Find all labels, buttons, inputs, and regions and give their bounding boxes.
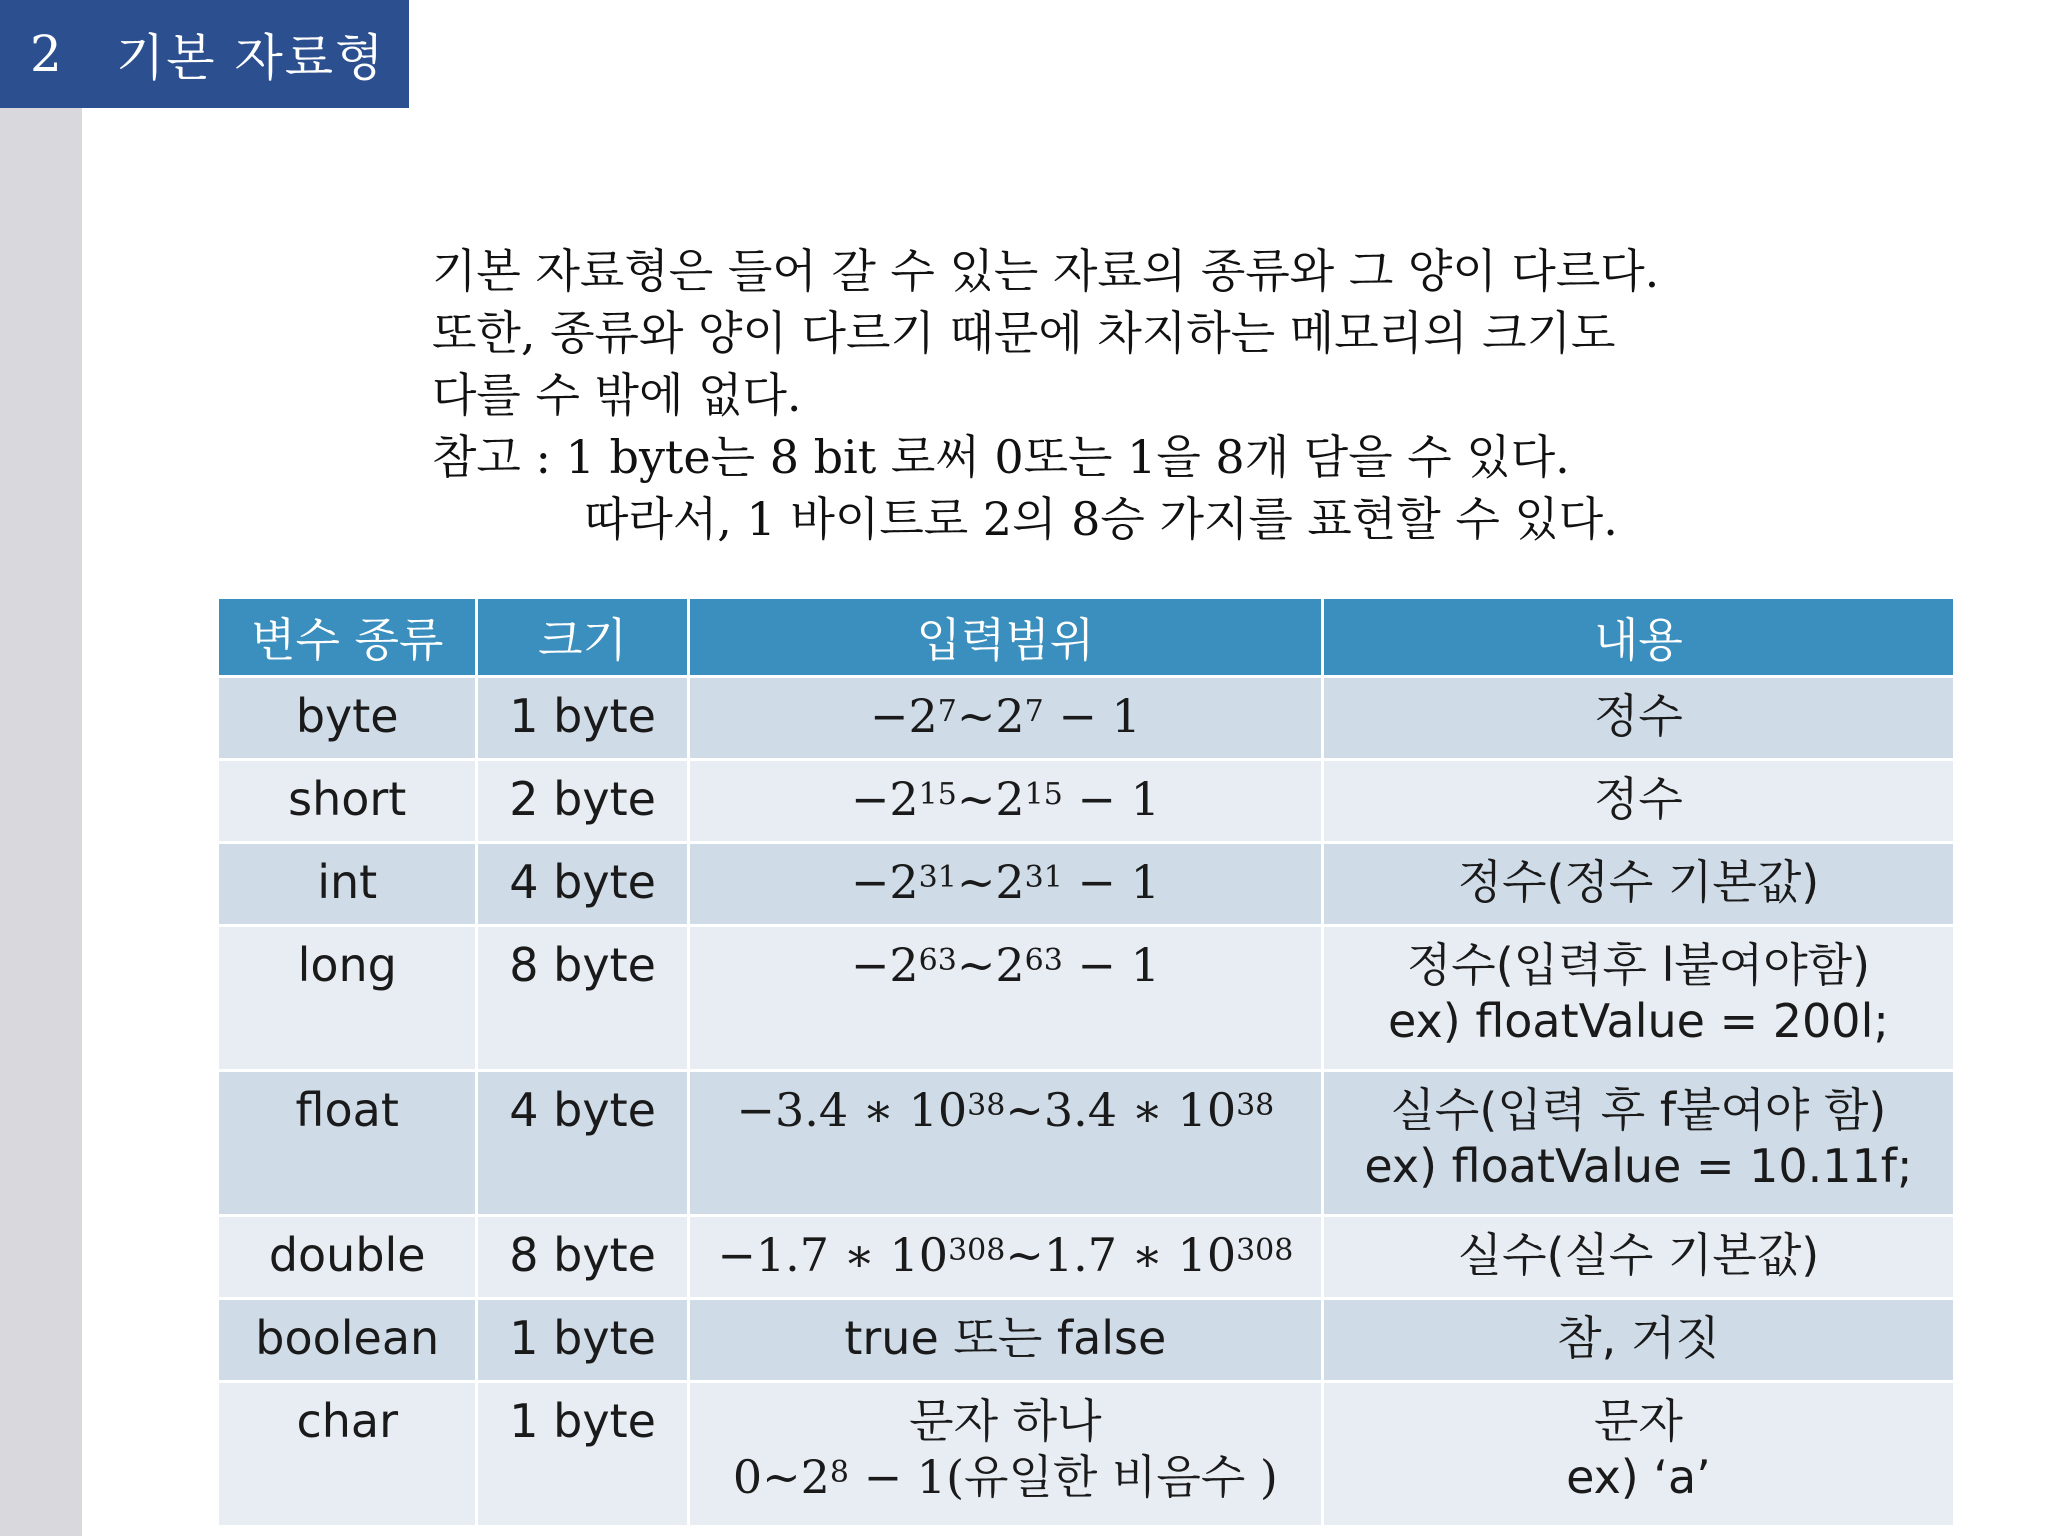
intro-note-line: 참고 : 1 byte는 8 bit 로써 0또는 1을 8개 담을 수 있다.	[432, 430, 1570, 484]
cell-type: char	[219, 1383, 475, 1525]
cell-description: 정수	[1324, 761, 1953, 841]
cell-description: 정수(정수 기본값)	[1324, 844, 1953, 924]
table-row	[219, 844, 1953, 924]
table-row	[219, 678, 1953, 758]
data-type-table	[216, 596, 1956, 1528]
cell-size: 8 byte	[478, 927, 686, 1069]
cell-range: $-2^{31}\sim 2^{31} - 1$	[690, 844, 1321, 924]
header-size: 크기	[478, 599, 686, 675]
table-row	[219, 1072, 1953, 1214]
cell-range: −1.7 ∗ $10^{308}\sim 1.7$ ∗ $10^{308}$	[690, 1217, 1321, 1297]
cell-type: long	[219, 927, 475, 1069]
slide-number: 2	[30, 25, 62, 83]
cell-size: 4 byte	[478, 844, 686, 924]
slide-title: 기본 자료형	[116, 29, 386, 87]
cell-type: boolean	[219, 1300, 475, 1380]
cell-type: float	[219, 1072, 475, 1214]
cell-description: 정수	[1324, 678, 1953, 758]
cell-description: 참, 거짓	[1324, 1300, 1953, 1380]
cell-range: 문자 하나 $0\sim 2^8 - 1$(유일한 비음수 )	[690, 1383, 1321, 1525]
cell-range: $-2^{63}\sim 2^{63} - 1$	[690, 927, 1321, 1069]
table-row	[219, 1383, 1953, 1525]
intro-line: 기본 자료형은 들어 갈 수 있는 자료의 종류와 그 양이 다르다.	[432, 244, 1660, 298]
table-row	[219, 1300, 1953, 1380]
intro-line: 또한, 종류와 양이 다르기 때문에 차지하는 메모리의 크기도	[432, 306, 1616, 360]
cell-range: −3.4 ∗ $10^{38}\sim 3.4$ ∗ $10^{38}$	[690, 1072, 1321, 1214]
header-description: 내용	[1324, 599, 1953, 675]
cell-type: byte	[219, 678, 475, 758]
cell-size: 4 byte	[478, 1072, 686, 1214]
header-type: 변수 종류	[219, 599, 475, 675]
table-header-row	[219, 599, 1953, 675]
cell-description: 정수(입력후 l붙여야함) ex) floatValue = 200l;	[1324, 927, 1953, 1069]
intro-note-line: 따라서, 1 바이트로 2의 8승 가지를 표현할 수 있다.	[584, 492, 1618, 546]
table-row	[219, 761, 1953, 841]
cell-description: 문자 ex) ‘a’	[1324, 1383, 1953, 1525]
table-row	[219, 1217, 1953, 1297]
cell-range: true 또는 false	[690, 1300, 1321, 1380]
cell-size: 1 byte	[478, 678, 686, 758]
cell-size: 2 byte	[478, 761, 686, 841]
cell-range: $-2^{15}\sim 2^{15} - 1$	[690, 761, 1321, 841]
intro-line: 다를 수 밖에 없다.	[432, 368, 802, 422]
intro-paragraph	[432, 240, 1932, 550]
cell-type: short	[219, 761, 475, 841]
cell-description: 실수(실수 기본값)	[1324, 1217, 1953, 1297]
cell-description: 실수(입력 후 f붙여야 함) ex) floatValue = 10.11f;	[1324, 1072, 1953, 1214]
cell-range: $-2^7\sim 2^7 - 1$	[690, 678, 1321, 758]
left-accent-bar	[0, 0, 82, 1536]
table-row	[219, 927, 1953, 1069]
cell-size: 1 byte	[478, 1300, 686, 1380]
cell-size: 1 byte	[478, 1383, 686, 1525]
cell-type: int	[219, 844, 475, 924]
header-range: 입력범위	[690, 599, 1321, 675]
cell-size: 8 byte	[478, 1217, 686, 1297]
slide-title-box	[0, 0, 409, 108]
cell-type: double	[219, 1217, 475, 1297]
